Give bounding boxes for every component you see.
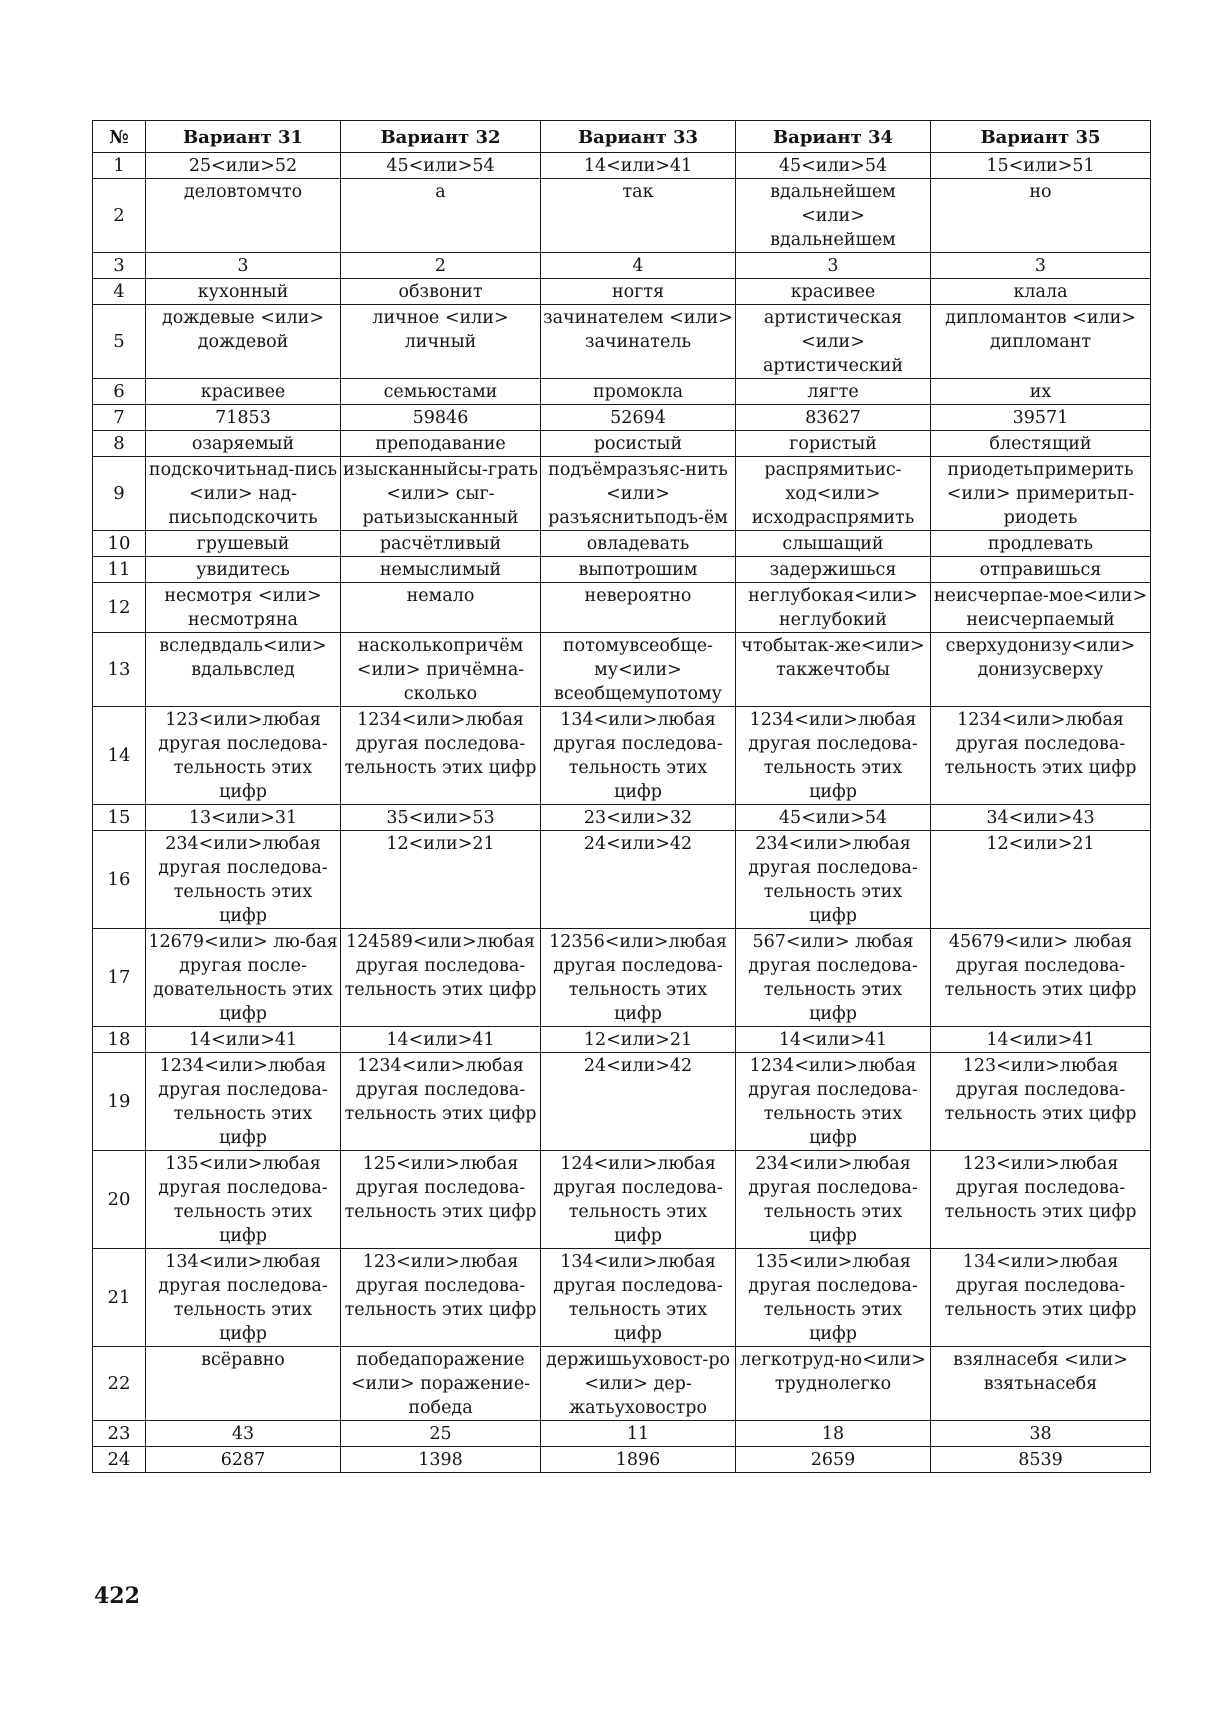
table-row [93,305,1151,379]
answer-cell: 12<или>21 [541,1027,736,1053]
answer-cell: обзвонит [341,279,541,305]
answer-cell: красивее [736,279,931,305]
answer-cell: 135<или>любая другая последова-тельность этих цифр [146,1151,341,1249]
table-row [93,179,1151,253]
answer-cell: 24<или>42 [541,1053,736,1151]
column-header-variant: Вариант 32 [341,121,541,153]
table-row [93,1249,1151,1347]
answer-cell: кухонный [146,279,341,305]
answer-cell: 14<или>41 [146,1027,341,1053]
task-number-cell: 21 [93,1249,146,1347]
answer-cell: 124<или>любая другая последова-тельность этих цифр [541,1151,736,1249]
answer-cell: вдальнейшем <или> вдальнейшем [736,179,931,253]
answer-cell: 135<или>любая другая последова-тельность этих цифр [736,1249,931,1347]
answer-cell: 45<или>54 [736,153,931,179]
answer-cell: 134<или>любая другая последова-тельность этих цифр [541,1249,736,1347]
table-row [93,707,1151,805]
answer-cell: клала [931,279,1151,305]
table-body [93,153,1151,1473]
answer-cell: 8539 [931,1447,1151,1473]
task-number-cell: 18 [93,1027,146,1053]
answer-cell: 45<или>54 [736,805,931,831]
table-row [93,1027,1151,1053]
answer-cell: 35<или>53 [341,805,541,831]
answer-cell: 123<или>любая другая последова-тельность этих цифр [146,707,341,805]
task-number-cell: 14 [93,707,146,805]
column-header-variant: Вариант 34 [736,121,931,153]
answer-cell: 125<или>любая другая последова-тельность этих цифр [341,1151,541,1249]
answer-cell: 39571 [931,405,1151,431]
answer-cell: 4 [541,253,736,279]
answer-cell: дипломантов <или> дипломант [931,305,1151,379]
answer-cell: 1398 [341,1447,541,1473]
answer-cell: несмотря <или> несмотряна [146,583,341,633]
answer-cell: 2659 [736,1447,931,1473]
answer-cell: подъёмразъяс-нить <или> разъяснитьподъ-ём [541,457,736,531]
answer-cell: расчётливый [341,531,541,557]
answer-cell: 1234<или>любая другая последова-тельность этих цифр [341,1053,541,1151]
answer-cell: промокла [541,379,736,405]
answer-cell: 2 [341,253,541,279]
answer-cell: неисчерпае-мое<или> неисчерпаемый [931,583,1151,633]
task-number-cell: 17 [93,929,146,1027]
table-row [93,929,1151,1027]
answer-cell: лягте [736,379,931,405]
task-number-cell: 7 [93,405,146,431]
answer-cell: 52694 [541,405,736,431]
answer-cell: овладевать [541,531,736,557]
table-row [93,1053,1151,1151]
table-row [93,1347,1151,1421]
answer-cell: немало [341,583,541,633]
answer-cell: сверхудонизу<или> донизусверху [931,633,1151,707]
answer-cell: 25<или>52 [146,153,341,179]
answer-cell: приодетьпримерить <или> примеритьп-риодеть [931,457,1151,531]
table-row [93,831,1151,929]
answer-cell: потомувсеобще-му<или> всеобщемупотому [541,633,736,707]
answer-cell: всёравно [146,1347,341,1421]
answer-cell: задержишься [736,557,931,583]
answer-cell: немыслимый [341,557,541,583]
answer-cell: зачинателем <или> зачинатель [541,305,736,379]
answer-cell: 24<или>42 [541,831,736,929]
answer-cell: 12679<или> лю-бая другая после-довательность этих цифр [146,929,341,1027]
answer-cell: 14<или>41 [341,1027,541,1053]
answer-cell: насколькопричём <или> причёмна-сколько [341,633,541,707]
task-number-cell: 24 [93,1447,146,1473]
answer-cell: вследвдаль<или> вдальвслед [146,633,341,707]
answer-cell: блестящий [931,431,1151,457]
answer-cell: 25 [341,1421,541,1447]
answer-cell: так [541,179,736,253]
answer-cell: победапоражение <или> поражение-победа [341,1347,541,1421]
answer-cell: 14<или>41 [541,153,736,179]
answer-cell: деловтомчто [146,179,341,253]
answer-cell: легкотруд-но<или> труднолегко [736,1347,931,1421]
task-number-cell: 2 [93,179,146,253]
task-number-cell: 15 [93,805,146,831]
table-row [93,805,1151,831]
answer-cell: 134<или>любая другая последова-тельность этих цифр [541,707,736,805]
answer-cell: 3 [931,253,1151,279]
table-row [93,531,1151,557]
task-number-cell: 5 [93,305,146,379]
answer-cell: 18 [736,1421,931,1447]
answer-cell: 1234<или>любая другая последова-тельность этих цифр [736,1053,931,1151]
answer-cell: 15<или>51 [931,153,1151,179]
answer-cell: 14<или>41 [736,1027,931,1053]
column-header-variant: Вариант 33 [541,121,736,153]
answer-cell: 6287 [146,1447,341,1473]
answer-cell: 14<или>41 [931,1027,1151,1053]
table-row [93,633,1151,707]
answer-cell: 23<или>32 [541,805,736,831]
answer-cell: гористый [736,431,931,457]
table-row [93,557,1151,583]
answer-cell: но [931,179,1151,253]
column-header-variant: Вариант 35 [931,121,1151,153]
answer-cell: держишьуховост-ро <или> дер-жатьуховостро [541,1347,736,1421]
table-row [93,1447,1151,1473]
answer-cell: дождевые <или> дождевой [146,305,341,379]
answer-cell: 45679<или> любая другая последова-тельность этих цифр [931,929,1151,1027]
task-number-cell: 9 [93,457,146,531]
table-header-row [93,121,1151,153]
answer-cell: ногтя [541,279,736,305]
answer-cell: 134<или>любая другая последова-тельность этих цифр [931,1249,1151,1347]
answer-cell: 1234<или>любая другая последова-тельность этих цифр [341,707,541,805]
answer-cell: их [931,379,1151,405]
answer-cell: преподавание [341,431,541,457]
answer-cell: невероятно [541,583,736,633]
answer-cell: 83627 [736,405,931,431]
task-number-cell: 4 [93,279,146,305]
task-number-cell: 20 [93,1151,146,1249]
answer-cell: 3 [736,253,931,279]
answer-cell: слышащий [736,531,931,557]
task-number-cell: 23 [93,1421,146,1447]
task-number-cell: 10 [93,531,146,557]
answer-cell: 34<или>43 [931,805,1151,831]
answer-cell: красивее [146,379,341,405]
task-number-cell: 11 [93,557,146,583]
answer-cell: 38 [931,1421,1151,1447]
answer-cell: 1896 [541,1447,736,1473]
task-number-cell: 8 [93,431,146,457]
answer-cell: отправишься [931,557,1151,583]
answer-cell: грушевый [146,531,341,557]
table-row [93,279,1151,305]
answers-table [92,120,1151,1473]
answer-cell: 234<или>любая другая последова-тельность этих цифр [146,831,341,929]
answer-cell: распрямитьис-ход<или> исходраспрямить [736,457,931,531]
answer-cell: 12356<или>любая другая последова-тельность этих цифр [541,929,736,1027]
answer-cell: взялнасебя <или> взятьнасебя [931,1347,1151,1421]
answer-cell: 234<или>любая другая последова-тельность этих цифр [736,1151,931,1249]
column-header-number: № [93,121,146,153]
column-header-variant: Вариант 31 [146,121,341,153]
answer-cell: 11 [541,1421,736,1447]
answer-cell: 71853 [146,405,341,431]
table-row [93,153,1151,179]
answer-cell: выпотрошим [541,557,736,583]
answer-cell: 1234<или>любая другая последова-тельность этих цифр [146,1053,341,1151]
answer-cell: 134<или>любая другая последова-тельность этих цифр [146,1249,341,1347]
answer-cell: увидитесь [146,557,341,583]
answer-cell: подскочитьнад-пись <или> над-письподскочить [146,457,341,531]
table-row [93,1421,1151,1447]
page-number: 422 [94,1583,140,1609]
answer-cell: неглубокая<или> неглубокий [736,583,931,633]
task-number-cell: 16 [93,831,146,929]
answer-cell: 12<или>21 [341,831,541,929]
answer-cell: 123<или>любая другая последова-тельность этих цифр [931,1053,1151,1151]
answer-cell: 12<или>21 [931,831,1151,929]
table-row [93,405,1151,431]
table-row [93,431,1151,457]
table-row [93,457,1151,531]
answer-cell: озаряемый [146,431,341,457]
answer-cell: 45<или>54 [341,153,541,179]
task-number-cell: 3 [93,253,146,279]
answer-cell: 1234<или>любая другая последова-тельность этих цифр [931,707,1151,805]
answer-cell: 13<или>31 [146,805,341,831]
answer-cell: чтобытак-же<или> такжечтобы [736,633,931,707]
task-number-cell: 6 [93,379,146,405]
answer-cell: семьюстами [341,379,541,405]
answer-cell: 3 [146,253,341,279]
answer-cell: 59846 [341,405,541,431]
answer-cell: артистическая <или> артистический [736,305,931,379]
task-number-cell: 13 [93,633,146,707]
answer-cell: личное <или> личный [341,305,541,379]
answer-cell: 234<или>любая другая последова-тельность этих цифр [736,831,931,929]
answer-cell: 43 [146,1421,341,1447]
task-number-cell: 1 [93,153,146,179]
answer-cell: 124589<или>любая другая последова-тельность этих цифр [341,929,541,1027]
table-row [93,583,1151,633]
answer-cell: а [341,179,541,253]
table-row [93,253,1151,279]
table-row [93,379,1151,405]
task-number-cell: 22 [93,1347,146,1421]
answer-cell: 123<или>любая другая последова-тельность этих цифр [341,1249,541,1347]
answer-cell: продлевать [931,531,1151,557]
task-number-cell: 12 [93,583,146,633]
answer-cell: 567<или> любая другая последова-тельность этих цифр [736,929,931,1027]
answer-cell: 123<или>любая другая последова-тельность этих цифр [931,1151,1151,1249]
answer-cell: 1234<или>любая другая последова-тельность этих цифр [736,707,931,805]
table-row [93,1151,1151,1249]
answer-cell: росистый [541,431,736,457]
task-number-cell: 19 [93,1053,146,1151]
answer-cell: изысканныйсы-грать <или> сыг-ратьизысканный [341,457,541,531]
